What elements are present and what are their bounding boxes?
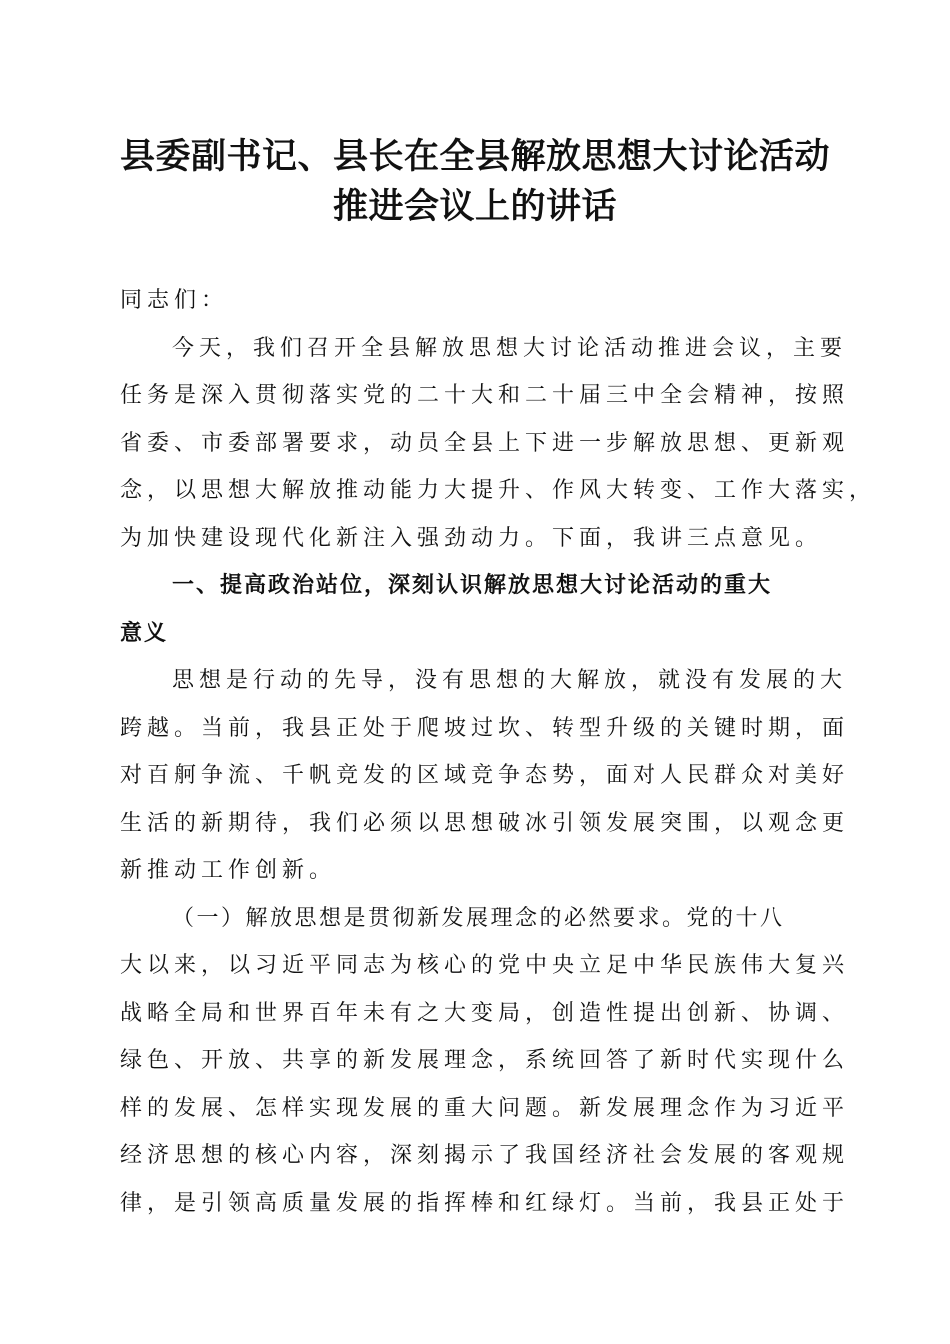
intro-line: 今天，我们召开全县解放思想大讨论活动推进会议，主要	[172, 335, 848, 361]
section-heading-line: 意义	[120, 620, 169, 646]
subsection-line: 战略全局和世界百年未有之大变局，创造性提出创新、协调、	[120, 1000, 850, 1026]
intro-line: 念，以思想大解放推动能力大提升、作风大转变、工作大落实，	[120, 478, 877, 503]
section-paragraph-line: 对百舸争流、千帆竞发的区域竞争态势，面对人民群众对美好	[120, 763, 850, 788]
section-paragraph-line: 新推动工作创新。	[120, 858, 337, 883]
intro-line: 为加快建设现代化新注入强劲动力。下面，我讲三点意见。	[120, 525, 823, 551]
subsection-line: 绿色、开放、共享的新发展理念，系统回答了新时代实现什么	[120, 1048, 850, 1073]
section-paragraph-line: 思想是行动的先导，没有思想的大解放，就没有发展的大	[172, 668, 848, 693]
section-paragraph-line: 生活的新期待，我们必须以思想破冰引领发展突围，以观念更	[120, 810, 850, 836]
intro-line: 省委、市委部署要求，动员全县上下进一步解放思想、更新观	[120, 430, 850, 456]
subsection-line: 大以来，以习近平同志为核心的党中央立足中华民族伟大复兴	[120, 953, 850, 978]
title-line-2: 推进会议上的讲话	[332, 186, 617, 227]
subsection-line: （一）解放思想是贯彻新发展理念的必然要求。党的十八	[172, 905, 785, 931]
intro-line: 任务是深入贯彻落实党的二十大和二十届三中全会精神，按照	[120, 383, 850, 408]
document-body	[120, 277, 877, 1227]
section-heading-line: 一、提高政治站位，深刻认识解放思想大讨论活动的重大	[172, 573, 773, 598]
title-line-1: 县委副书记、县长在全县解放思想大讨论活动	[119, 136, 830, 177]
document-title	[0, 132, 950, 232]
subsection-line: 经济思想的核心内容，深刻揭示了我国经济社会发展的客观规	[120, 1143, 850, 1168]
salutation: 同志们：	[120, 288, 229, 313]
section-paragraph-line: 跨越。当前，我县正处于爬坡过坎、转型升级的关键时期，面	[120, 715, 850, 741]
subsection-line: 律，是引领高质量发展的指挥棒和红绿灯。当前，我县正处于	[120, 1190, 850, 1216]
subsection-line: 样的发展、怎样实现发展的重大问题。新发展理念作为习近平	[120, 1095, 850, 1121]
